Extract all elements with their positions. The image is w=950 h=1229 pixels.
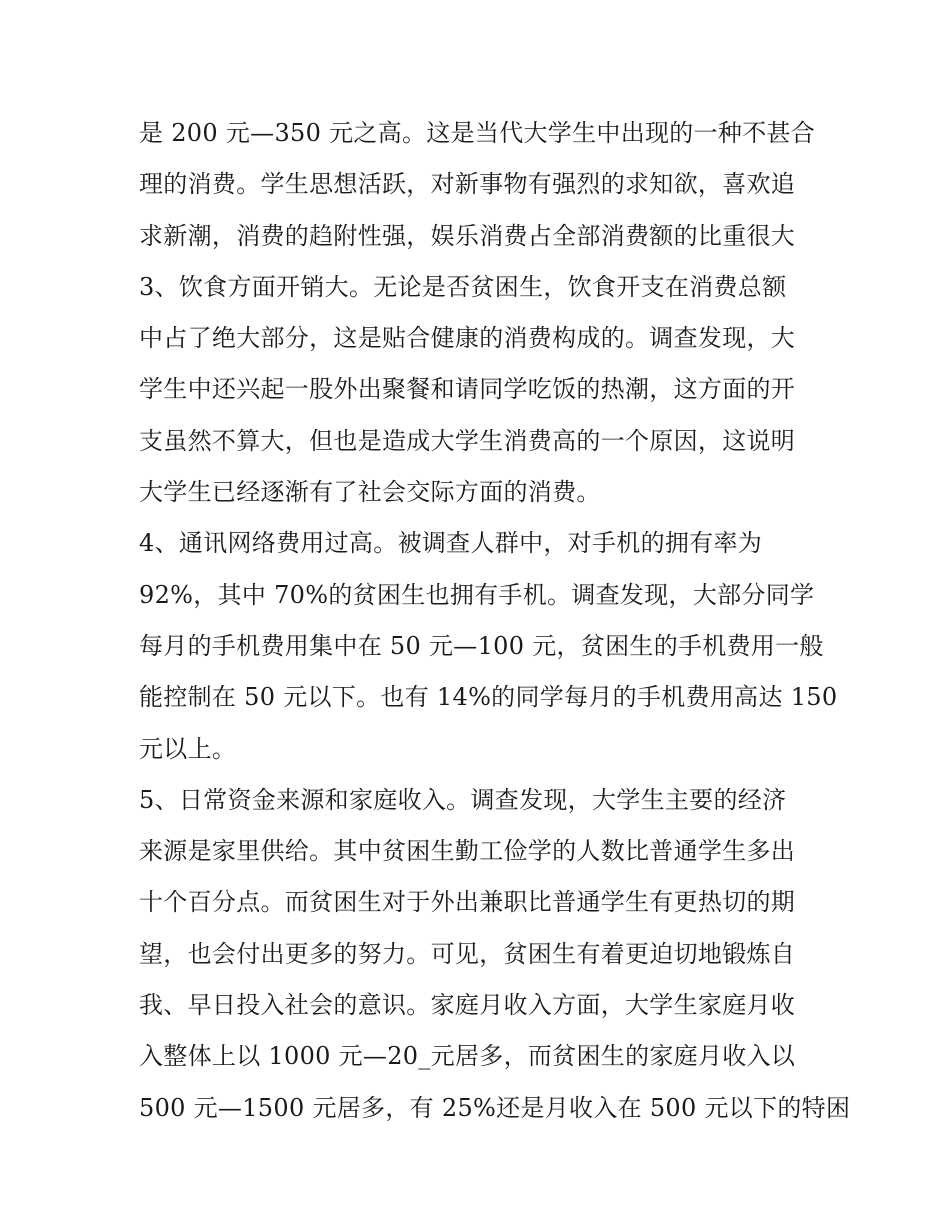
text-line: 望，也会付出更多的努力。可见，贫困生有着更迫切地锻炼自 bbox=[139, 939, 796, 968]
text-line: 十个百分点。而贫困生对于外出兼职比普通学生有更热切的期 bbox=[139, 888, 796, 917]
document-body bbox=[139, 108, 851, 1134]
text-line: 支虽然不算大，但也是造成大学生消费高的一个原因，这说明 bbox=[139, 426, 796, 455]
text-line: 来源是家里供给。其中贫困生勤工俭学的人数比普通学生多出 bbox=[139, 837, 796, 866]
text-line: 大学生已经逐渐有了社会交际方面的消费。 bbox=[139, 478, 601, 507]
text-line: 3、饮食方面开销大。无论是否贫困生，饮食开支在消费总额 bbox=[139, 272, 787, 301]
text-line: 元以上。 bbox=[139, 734, 237, 763]
text-line: 92%，其中 70%的贫困生也拥有手机。调查发现，大部分同学 bbox=[139, 580, 815, 609]
text-line: 我、早日投入社会的意识。家庭月收入方面，大学生家庭月收 bbox=[139, 991, 796, 1020]
text-line: 入整体上以 1000 元—20_元居多，而贫困生的家庭月收入以 bbox=[139, 1042, 796, 1071]
text-line: 5、日常资金来源和家庭收入。调查发现，大学生主要的经济 bbox=[139, 785, 787, 814]
text-line: 求新潮，消费的趋附性强，娱乐消费占全部消费额的比重很大 bbox=[139, 221, 796, 250]
text-line: 理的消费。学生思想活跃，对新事物有强烈的求知欲，喜欢追 bbox=[139, 170, 796, 199]
text-line: 能控制在 50 元以下。也有 14%的同学每月的手机费用高达 150 bbox=[139, 683, 838, 712]
text-line: 是 200 元—350 元之高。这是当代大学生中出现的一种不甚合 bbox=[139, 119, 816, 147]
text-line: 学生中还兴起一股外出聚餐和请同学吃饭的热潮，这方面的开 bbox=[139, 375, 796, 404]
text-line: 500 元—1500 元居多，有 25%还是月收入在 500 元以下的特困 bbox=[139, 1093, 851, 1122]
text-line: 4、通讯网络费用过高。被调查人群中，对手机的拥有率为 bbox=[139, 529, 763, 558]
text-line: 每月的手机费用集中在 50 元—100 元，贫困生的手机费用一般 bbox=[139, 631, 824, 660]
text-line: 中占了绝大部分，这是贴合健康的消费构成的。调查发现，大 bbox=[139, 324, 796, 353]
